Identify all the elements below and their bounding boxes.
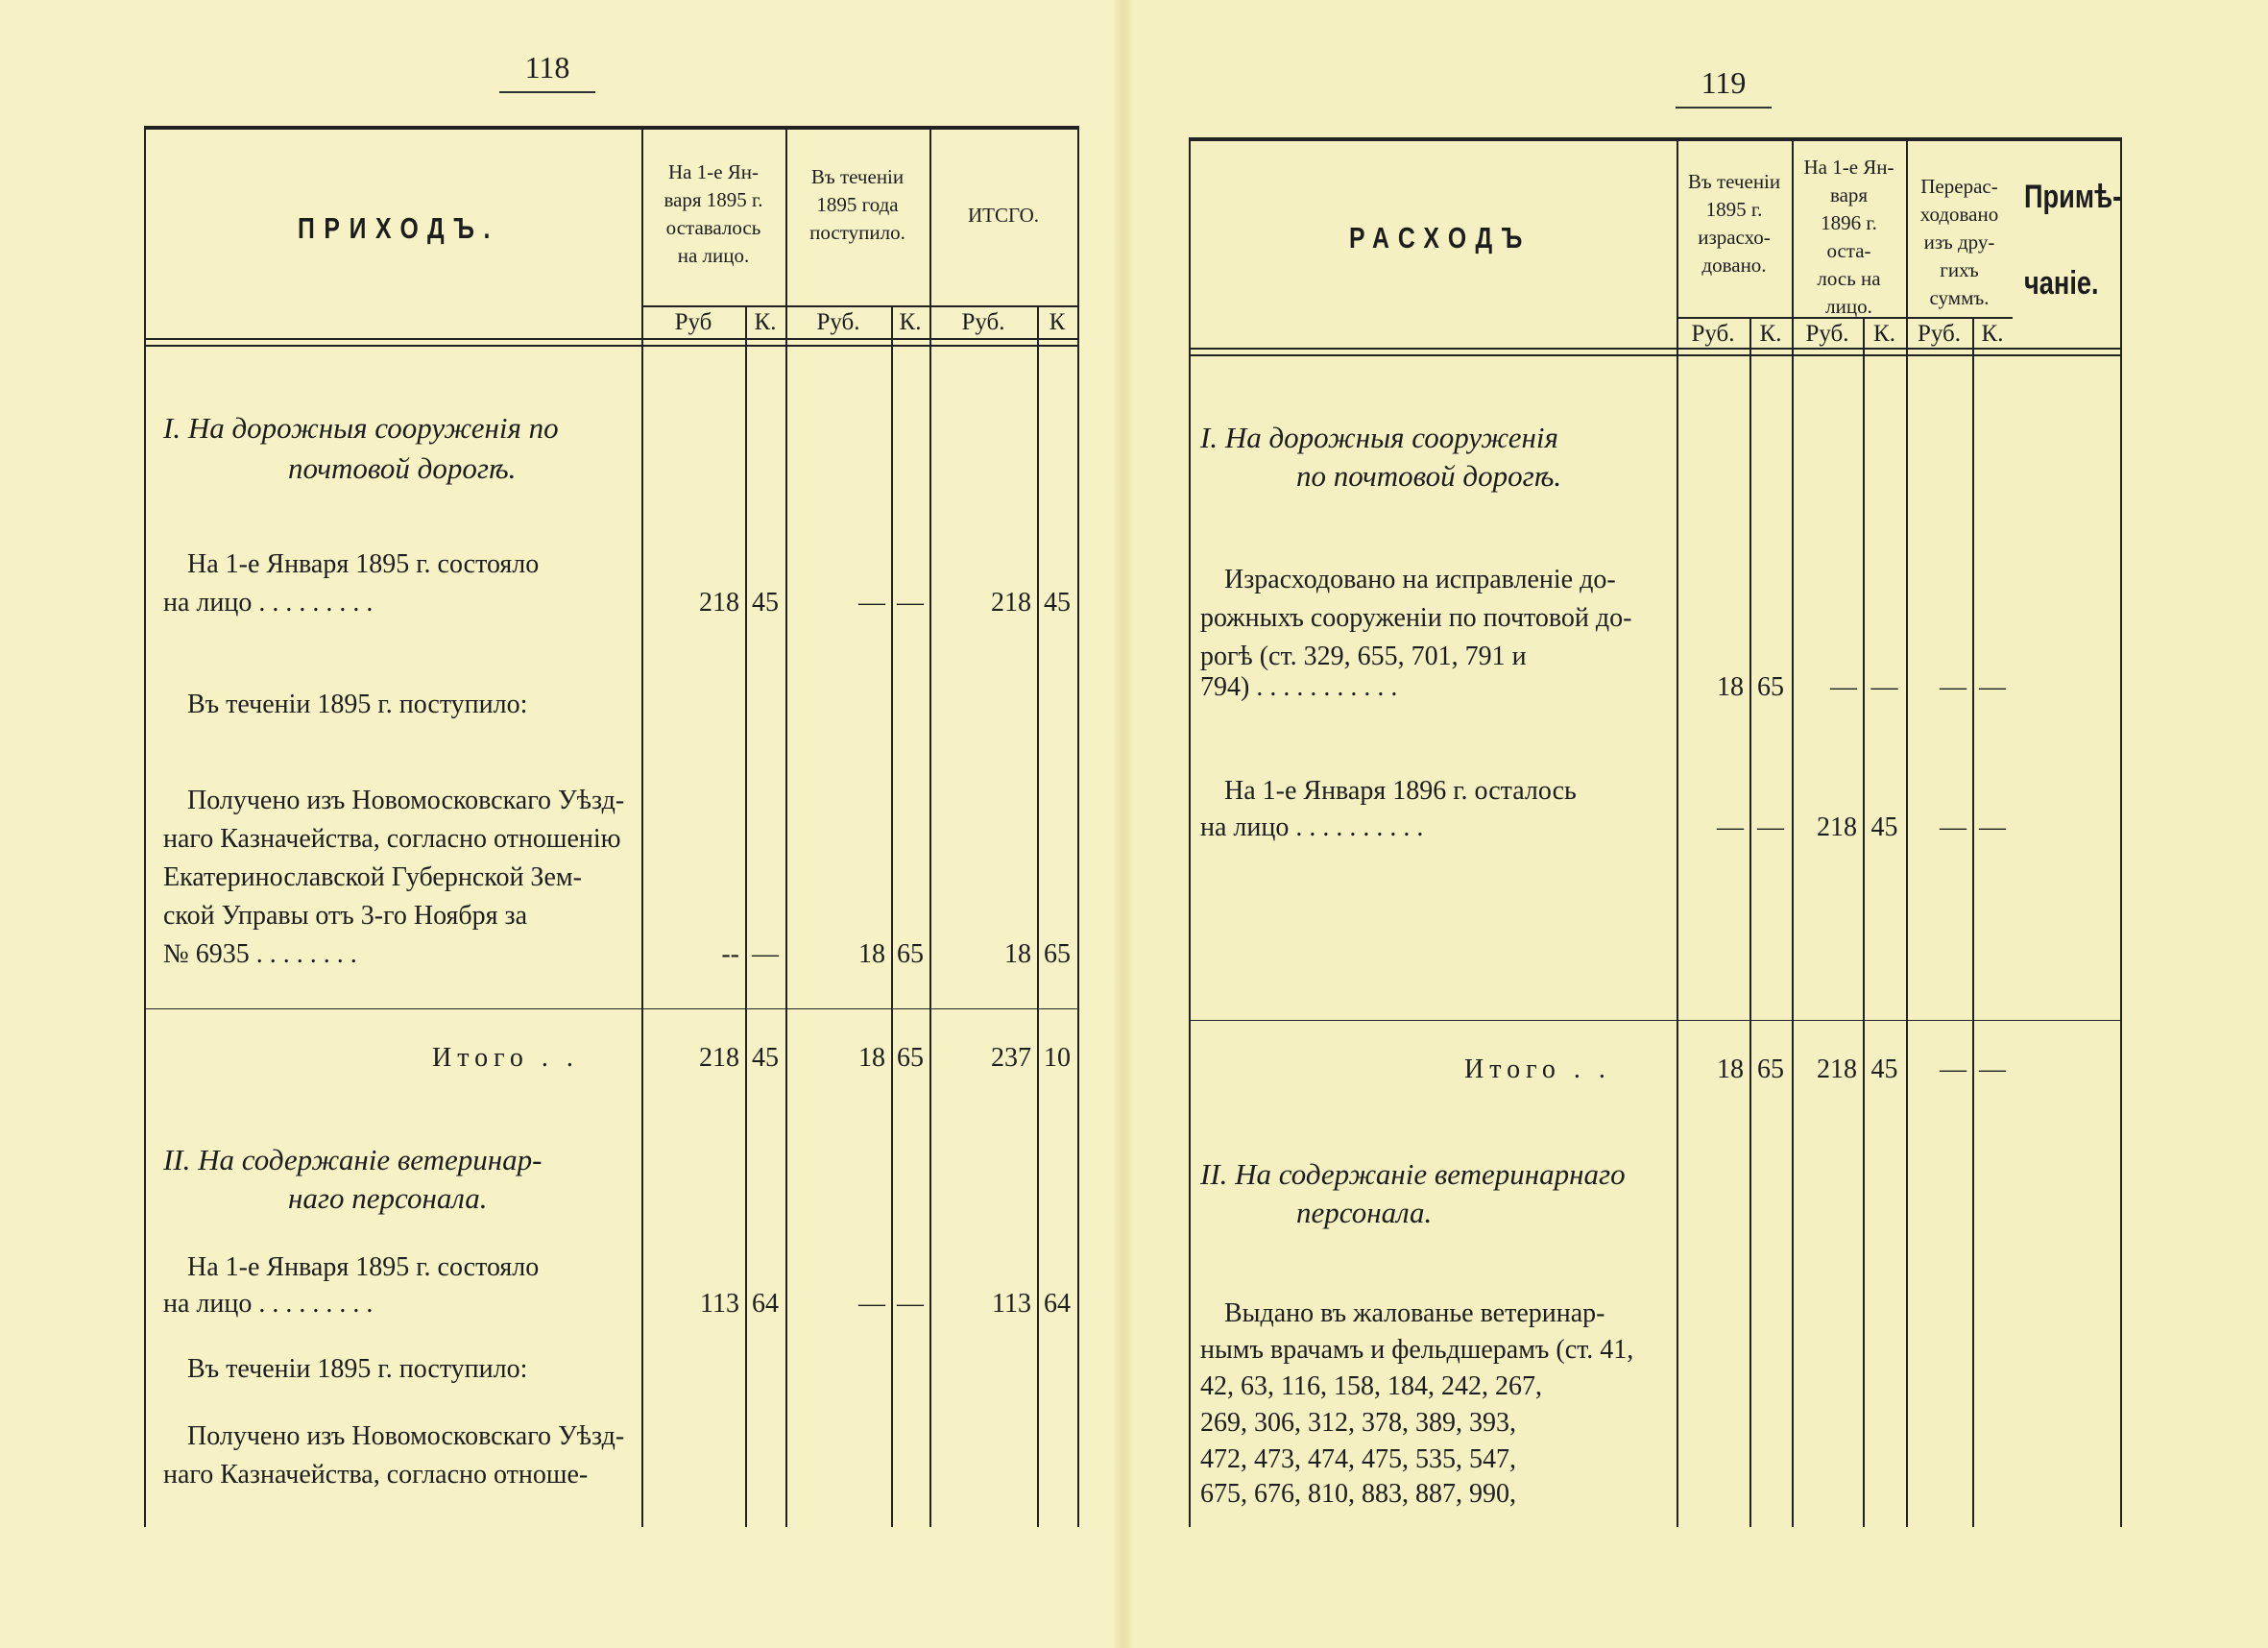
- column-header-line: варя 1895 г.: [664, 188, 763, 211]
- entry-text: Екатеринославской Губернской Зем-: [163, 862, 582, 892]
- column-header-line: 1895 года: [816, 193, 899, 216]
- entry-text: Получено изъ Новомосковскаго Уѣзд-: [187, 786, 625, 815]
- column-header-line: поступило.: [809, 221, 905, 244]
- column-header-line: Въ теченіи: [810, 165, 905, 188]
- entry-text: Итого . .: [432, 1043, 579, 1073]
- amount-rubles: --: [721, 939, 739, 969]
- column-header-line: суммъ.: [1929, 286, 1990, 309]
- column-header-line: На 1-е Ян-: [1803, 156, 1894, 179]
- amount-rubles: 218: [1817, 812, 1857, 842]
- column-header: [641, 158, 785, 270]
- top-rule: [144, 126, 1077, 130]
- section-heading: II. На содержаніе ветеринарнаго: [1200, 1157, 1626, 1191]
- column-header: [1677, 168, 1792, 279]
- section-heading: I. На дорожныя сооруженія: [1200, 421, 1558, 454]
- unit-kop: К: [1049, 309, 1066, 335]
- column-header-line: Перерас-: [1920, 175, 1998, 198]
- units-rule: [785, 305, 929, 307]
- amount-rubles: 113: [992, 1289, 1031, 1319]
- kopeck-rule: [1863, 317, 1865, 1527]
- entry-text: рогѣ (ст. 329, 655, 701, 791 и: [1200, 642, 1527, 671]
- column-header-line: варя: [1829, 183, 1869, 206]
- amount-rubles: 218: [991, 588, 1031, 618]
- entry-text: № 6935 . . . . . . . .: [163, 939, 357, 969]
- note-header: [2024, 154, 2121, 327]
- column-header-line: израсхо-: [1698, 226, 1771, 249]
- column-header-line: На 1-е Ян-: [667, 160, 760, 183]
- kopeck-rule: [745, 305, 747, 1527]
- unit-kop: К.: [899, 309, 922, 335]
- unit-kop: К.: [1981, 321, 2004, 347]
- unit-kop: К.: [1759, 321, 1782, 347]
- unit-rub: Руб: [674, 309, 712, 335]
- entry-text: Итого . .: [1464, 1054, 1611, 1084]
- entry-text: Въ теченіи 1895 г. поступило:: [187, 690, 528, 719]
- kopeck-rule: [1972, 317, 1974, 1527]
- left-page-118: [0, 0, 1123, 1648]
- page-number: 118: [499, 50, 595, 93]
- section-heading: почтовой дорогѣ.: [288, 451, 517, 485]
- amount-rubles: 237: [991, 1043, 1031, 1073]
- amount-kopecks: 65: [1757, 1054, 1784, 1084]
- column-header: [1792, 154, 1906, 321]
- column-header: [1906, 173, 2013, 312]
- column-header-line: на лицо.: [677, 244, 750, 267]
- amount-rubles: —: [858, 588, 885, 618]
- units-rule: [1906, 317, 2013, 319]
- entry-text: на лицо . . . . . . . . .: [163, 1289, 374, 1319]
- amount-kopecks: —: [1979, 672, 2006, 702]
- units-rule: [641, 305, 785, 307]
- amount-rubles: 218: [699, 1043, 739, 1073]
- amount-rubles: —: [858, 1289, 885, 1319]
- column-rule: [144, 126, 146, 1527]
- section-heading: наго персонала.: [288, 1181, 488, 1215]
- unit-rub: Руб.: [1691, 321, 1735, 347]
- column-header-line: Въ теченіи: [1687, 170, 1781, 193]
- right-page-119: [1123, 0, 2268, 1648]
- amount-rubles: —: [1940, 812, 1966, 842]
- amount-kopecks: 65: [897, 939, 924, 969]
- amount-kopecks: 64: [1044, 1289, 1071, 1319]
- column-header-line: гихъ: [1940, 258, 1979, 281]
- amount-rubles: —: [1940, 1054, 1966, 1084]
- amount-kopecks: 65: [897, 1043, 924, 1073]
- amount-kopecks: 65: [1044, 939, 1071, 969]
- entry-text: 472, 473, 474, 475, 535, 547,: [1200, 1444, 1516, 1474]
- column-header-line: изъ дру-: [1923, 230, 1995, 254]
- entry-text: 269, 306, 312, 378, 389, 393,: [1200, 1408, 1516, 1438]
- top-rule: [1189, 137, 2120, 141]
- amount-kopecks: 45: [752, 1043, 779, 1073]
- amount-kopecks: —: [752, 939, 779, 969]
- section-heading: персонала.: [1296, 1196, 1433, 1229]
- amount-rubles: 18: [858, 939, 885, 969]
- amount-rubles: —: [1830, 672, 1857, 702]
- entry-text: рожныхъ сооруженіи по почтовой до-: [1200, 603, 1632, 633]
- entry-text: ской Управы отъ 3-го Ноября за: [163, 901, 528, 931]
- unit-kop: К.: [754, 309, 777, 335]
- amount-rubles: 218: [699, 588, 739, 618]
- section-heading: I. На дорожныя сооруженія по: [163, 411, 559, 445]
- column-header-line: ходовано: [1919, 203, 1999, 226]
- header-rule-2: [1189, 354, 2120, 356]
- amount-kopecks: —: [1757, 812, 1784, 842]
- entry-text: Получено изъ Новомосковскаго Уѣзд-: [187, 1421, 625, 1451]
- entry-text: наго Казначейства, согласно отношенію: [163, 824, 621, 854]
- amount-rubles: 113: [700, 1289, 739, 1319]
- page-number: 119: [1676, 65, 1772, 109]
- amount-kopecks: 64: [752, 1289, 779, 1319]
- column-header-line: оставалось: [665, 216, 761, 239]
- amount-kopecks: 45: [1870, 812, 1898, 842]
- entry-text: на лицо . . . . . . . . . .: [1200, 812, 1424, 842]
- column-header-line: оста-: [1826, 239, 1871, 262]
- table-title: РАСХОДЪ: [1349, 221, 1532, 254]
- entry-text: 675, 676, 810, 883, 887, 990,: [1200, 1479, 1516, 1509]
- column-header: [785, 163, 929, 247]
- entry-text: На 1-е Января 1896 г. осталось: [1224, 776, 1577, 806]
- kopeck-rule: [1749, 317, 1751, 1527]
- column-header-line: 1895 г.: [1705, 198, 1763, 221]
- column-header-line: лицо.: [1825, 295, 1872, 318]
- entry-text: 42, 63, 116, 158, 184, 242, 267,: [1200, 1371, 1542, 1401]
- section-heading: II. На содержаніе ветеринар-: [163, 1143, 543, 1176]
- amount-rubles: 218: [1817, 1054, 1857, 1084]
- unit-rub: Руб.: [816, 309, 860, 335]
- amount-kopecks: —: [1979, 812, 2006, 842]
- amount-kopecks: 65: [1757, 672, 1784, 702]
- amount-rubles: 18: [1717, 672, 1744, 702]
- unit-kop: К.: [1873, 321, 1895, 347]
- subtotal-rule: [144, 1008, 1077, 1009]
- amount-kopecks: —: [897, 1289, 924, 1319]
- book-gutter: [1114, 0, 1133, 1648]
- column-rule: [1189, 137, 1191, 1527]
- column-rule: [1077, 126, 1079, 1527]
- entry-text: На 1-е Января 1895 г. состояло: [187, 1252, 540, 1282]
- header-rule-2: [144, 345, 1077, 347]
- section-heading: по почтовой дорогѣ.: [1296, 459, 1562, 493]
- entry-text: Выдано въ жалованье ветеринар-: [1224, 1298, 1605, 1328]
- amount-rubles: 18: [858, 1043, 885, 1073]
- amount-rubles: —: [1940, 672, 1966, 702]
- amount-kopecks: 45: [752, 588, 779, 618]
- units-rule: [929, 305, 1077, 307]
- note-header-line: Примѣ-: [2024, 179, 2122, 215]
- header-rule: [1189, 348, 2120, 350]
- amount-kopecks: 45: [1870, 1054, 1898, 1084]
- entry-text: На 1-е Января 1895 г. состояло: [187, 549, 540, 579]
- amount-kopecks: —: [1979, 1054, 2006, 1084]
- header-rule: [144, 338, 1077, 340]
- unit-rub: Руб.: [961, 309, 1005, 335]
- amount-kopecks: —: [897, 588, 924, 618]
- kopeck-rule: [1037, 305, 1039, 1527]
- amount-rubles: —: [1717, 812, 1744, 842]
- subtotal-rule: [1189, 1020, 2120, 1021]
- unit-rub: Руб.: [1805, 321, 1849, 347]
- entry-text: Въ теченіи 1895 г. поступило:: [187, 1354, 528, 1384]
- amount-rubles: 18: [1004, 939, 1031, 969]
- unit-rub: Руб.: [1917, 321, 1962, 347]
- column-header: [929, 202, 1077, 230]
- column-header-line: ИТСГО.: [967, 204, 1040, 227]
- entry-text: 794) . . . . . . . . . . .: [1200, 672, 1398, 702]
- column-header-line: 1896 г.: [1821, 211, 1877, 234]
- amount-kopecks: 10: [1044, 1043, 1071, 1073]
- column-header-line: лось на: [1817, 267, 1881, 290]
- entry-text: нымъ врачамъ и фельдшерамъ (ст. 41,: [1200, 1335, 1634, 1365]
- amount-kopecks: 45: [1044, 588, 1071, 618]
- amount-kopecks: —: [1870, 672, 1898, 702]
- column-header-line: довано.: [1701, 254, 1767, 277]
- entry-text: Израсходовано на исправленіе до-: [1224, 565, 1616, 594]
- amount-rubles: 18: [1717, 1054, 1744, 1084]
- kopeck-rule: [891, 305, 893, 1527]
- column-rule: [2120, 137, 2122, 1527]
- entry-text: наго Казначейства, согласно отноше-: [163, 1460, 589, 1490]
- note-header-line: чаніе.: [2024, 265, 2099, 302]
- table-title: ПРИХОДЪ.: [298, 211, 499, 245]
- units-rule: [1677, 317, 1792, 319]
- entry-text: на лицо . . . . . . . . .: [163, 588, 374, 618]
